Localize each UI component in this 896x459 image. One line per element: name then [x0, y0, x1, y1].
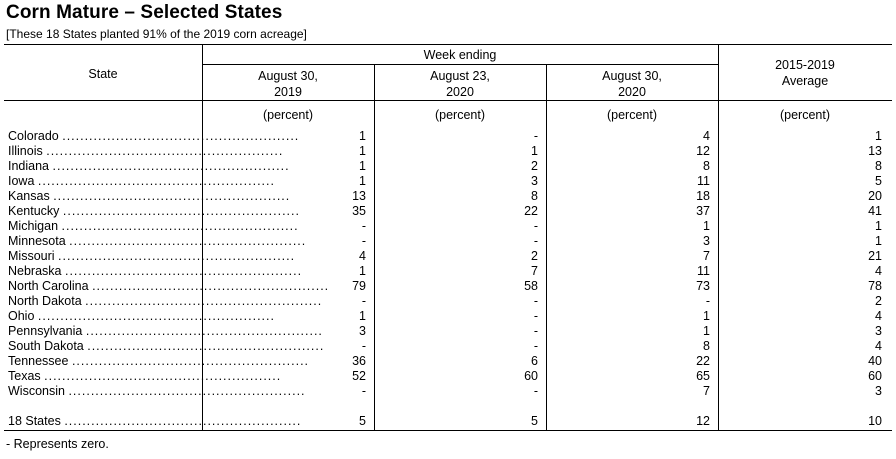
- value-cell: -: [705, 294, 710, 308]
- unit-label-col4: (percent): [779, 108, 831, 122]
- value-cell: 11: [697, 174, 710, 188]
- leader-dots: .....................................................: [69, 234, 307, 248]
- total-label: 18 States: [8, 414, 61, 428]
- state-name: Minnesota: [8, 234, 66, 248]
- value-cell: -: [533, 129, 538, 143]
- table-row: [0, 264, 896, 279]
- value-cell: 79: [352, 279, 366, 293]
- value-cell: 8: [531, 189, 538, 203]
- page-title: Corn Mature – Selected States: [6, 2, 283, 23]
- value-cell: 22: [696, 354, 710, 368]
- table-row: [0, 159, 896, 174]
- value-cell: 13: [352, 189, 366, 203]
- state-name: Colorado: [8, 129, 59, 143]
- table-row: [0, 384, 896, 399]
- value-cell: 11: [697, 264, 710, 278]
- value-cell: 2: [531, 249, 538, 263]
- value-cell: 21: [868, 249, 882, 263]
- value-cell: 3: [703, 234, 710, 248]
- table-row: [0, 219, 896, 234]
- value-cell: 1: [359, 309, 366, 323]
- table-row: [0, 129, 896, 144]
- leader-dots: .....................................................: [61, 219, 299, 233]
- leader-dots: .....................................................: [37, 309, 275, 323]
- state-name: Ohio: [8, 309, 35, 323]
- value-cell: 18: [696, 189, 710, 203]
- table-row: [0, 249, 896, 264]
- value-cell: 1: [875, 234, 882, 248]
- table-row: [0, 369, 896, 384]
- leader-dots: .....................................................: [53, 189, 291, 203]
- value-cell: 3: [359, 324, 366, 338]
- value-cell: -: [533, 384, 538, 398]
- value-cell: 8: [703, 159, 710, 173]
- total-cell: 10: [868, 414, 882, 428]
- table-row: [0, 144, 896, 159]
- table-row: [0, 339, 896, 354]
- total-cell: 12: [696, 414, 710, 428]
- unit-label-col3: (percent): [606, 108, 658, 122]
- header-col-aug30-2019: August 30, 2019: [258, 69, 318, 99]
- state-name: Kentucky: [8, 204, 60, 218]
- value-cell: 5: [875, 174, 882, 188]
- value-cell: 41: [868, 204, 882, 218]
- state-name: Texas: [8, 369, 41, 383]
- value-cell: -: [533, 309, 538, 323]
- state-name: Missouri: [8, 249, 55, 263]
- value-cell: 7: [703, 384, 710, 398]
- unit-label-col1: (percent): [262, 108, 314, 122]
- table-row: [0, 189, 896, 204]
- value-cell: 8: [875, 159, 882, 173]
- value-cell: 1: [359, 129, 366, 143]
- value-cell: 60: [868, 369, 882, 383]
- leader-dots: .....................................................: [62, 204, 300, 218]
- state-name: South Dakota: [8, 339, 84, 353]
- unit-label-col2: (percent): [434, 108, 486, 122]
- leader-dots: .....................................................: [37, 174, 275, 188]
- value-cell: 1: [703, 324, 710, 338]
- value-cell: 3: [875, 324, 882, 338]
- leader-dots: .....................................................: [58, 249, 296, 263]
- value-cell: 4: [875, 339, 882, 353]
- header-col-average: 2015-2019 Average: [775, 58, 835, 88]
- value-cell: 73: [696, 279, 710, 293]
- value-cell: -: [533, 219, 538, 233]
- value-cell: 4: [875, 309, 882, 323]
- value-cell: 58: [524, 279, 538, 293]
- footnote: - Represents zero.: [6, 437, 109, 451]
- state-name: Tennessee: [8, 354, 69, 368]
- week-ending-rule: [202, 64, 718, 65]
- value-cell: 52: [352, 369, 366, 383]
- value-cell: 1: [875, 129, 882, 143]
- table-top-rule: [4, 44, 892, 45]
- header-col-aug30-2020: August 30, 2020: [602, 69, 662, 99]
- value-cell: -: [533, 339, 538, 353]
- header-week-ending: Week ending: [423, 48, 497, 62]
- value-cell: 7: [703, 249, 710, 263]
- value-cell: 1: [875, 219, 882, 233]
- header-state: State: [88, 67, 118, 81]
- value-cell: 3: [531, 174, 538, 188]
- value-cell: 60: [524, 369, 538, 383]
- value-cell: 1: [703, 309, 710, 323]
- value-cell: -: [533, 324, 538, 338]
- value-cell: 12: [696, 144, 710, 158]
- value-cell: 4: [703, 129, 710, 143]
- state-name: Nebraska: [8, 264, 62, 278]
- table-row: [0, 204, 896, 219]
- leader-dots: .....................................................: [44, 369, 282, 383]
- value-cell: 1: [359, 174, 366, 188]
- value-cell: 1: [531, 144, 538, 158]
- value-cell: -: [361, 339, 366, 353]
- value-cell: -: [361, 234, 366, 248]
- state-name: Pennsylvania: [8, 324, 83, 338]
- leader-dots: .....................................................: [52, 159, 290, 173]
- state-name: Iowa: [8, 174, 35, 188]
- value-cell: 36: [352, 354, 366, 368]
- table-row: [0, 279, 896, 294]
- value-cell: 2: [531, 159, 538, 173]
- value-cell: 4: [875, 264, 882, 278]
- state-name: Indiana: [8, 159, 50, 173]
- value-cell: 2: [875, 294, 882, 308]
- value-cell: 1: [359, 264, 366, 278]
- leader-dots: .....................................................: [64, 414, 302, 428]
- value-cell: -: [361, 384, 366, 398]
- leader-dots: .....................................................: [68, 384, 306, 398]
- table-bottom-rule: [4, 430, 892, 431]
- table-row: [0, 324, 896, 339]
- state-name: Wisconsin: [8, 384, 65, 398]
- value-cell: 6: [531, 354, 538, 368]
- value-cell: 1: [359, 159, 366, 173]
- value-cell: 22: [524, 204, 538, 218]
- leader-dots: .....................................................: [64, 264, 303, 278]
- leader-dots: .....................................................: [46, 144, 284, 158]
- value-cell: 1: [703, 219, 710, 233]
- total-cell: 5: [359, 414, 366, 428]
- leader-dots: .....................................................: [92, 279, 330, 293]
- value-cell: -: [361, 219, 366, 233]
- value-cell: 7: [531, 264, 538, 278]
- state-name: North Dakota: [8, 294, 82, 308]
- leader-dots: .....................................................: [85, 324, 323, 338]
- value-cell: 65: [696, 369, 710, 383]
- leader-dots: .....................................................: [62, 129, 300, 143]
- table-row: [0, 174, 896, 189]
- leader-dots: .....................................................: [87, 339, 325, 353]
- table-row: [0, 354, 896, 369]
- leader-dots: .....................................................: [71, 354, 310, 368]
- leader-dots: .....................................................: [85, 294, 323, 308]
- value-cell: 37: [696, 204, 710, 218]
- state-name: Michigan: [8, 219, 59, 233]
- table-row: [0, 294, 896, 309]
- value-cell: -: [533, 294, 538, 308]
- header-bottom-rule: [4, 100, 892, 101]
- value-cell: 78: [868, 279, 882, 293]
- state-name: Kansas: [8, 189, 50, 203]
- header-col-aug23-2020: August 23, 2020: [430, 69, 490, 99]
- value-cell: -: [361, 294, 366, 308]
- table-row: [0, 234, 896, 249]
- value-cell: 13: [868, 144, 882, 158]
- value-cell: 4: [359, 249, 366, 263]
- page-subtitle: [These 18 States planted 91% of the 2019 corn acreage]: [6, 27, 307, 41]
- table-row: [0, 309, 896, 324]
- value-cell: 8: [703, 339, 710, 353]
- value-cell: 20: [868, 189, 882, 203]
- value-cell: -: [533, 234, 538, 248]
- value-cell: 35: [352, 204, 366, 218]
- value-cell: 3: [875, 384, 882, 398]
- total-cell: 5: [531, 414, 538, 428]
- state-name: North Carolina: [8, 279, 89, 293]
- total-row: [0, 414, 896, 429]
- value-cell: 40: [868, 354, 882, 368]
- value-cell: 1: [359, 144, 366, 158]
- state-name: Illinois: [8, 144, 43, 158]
